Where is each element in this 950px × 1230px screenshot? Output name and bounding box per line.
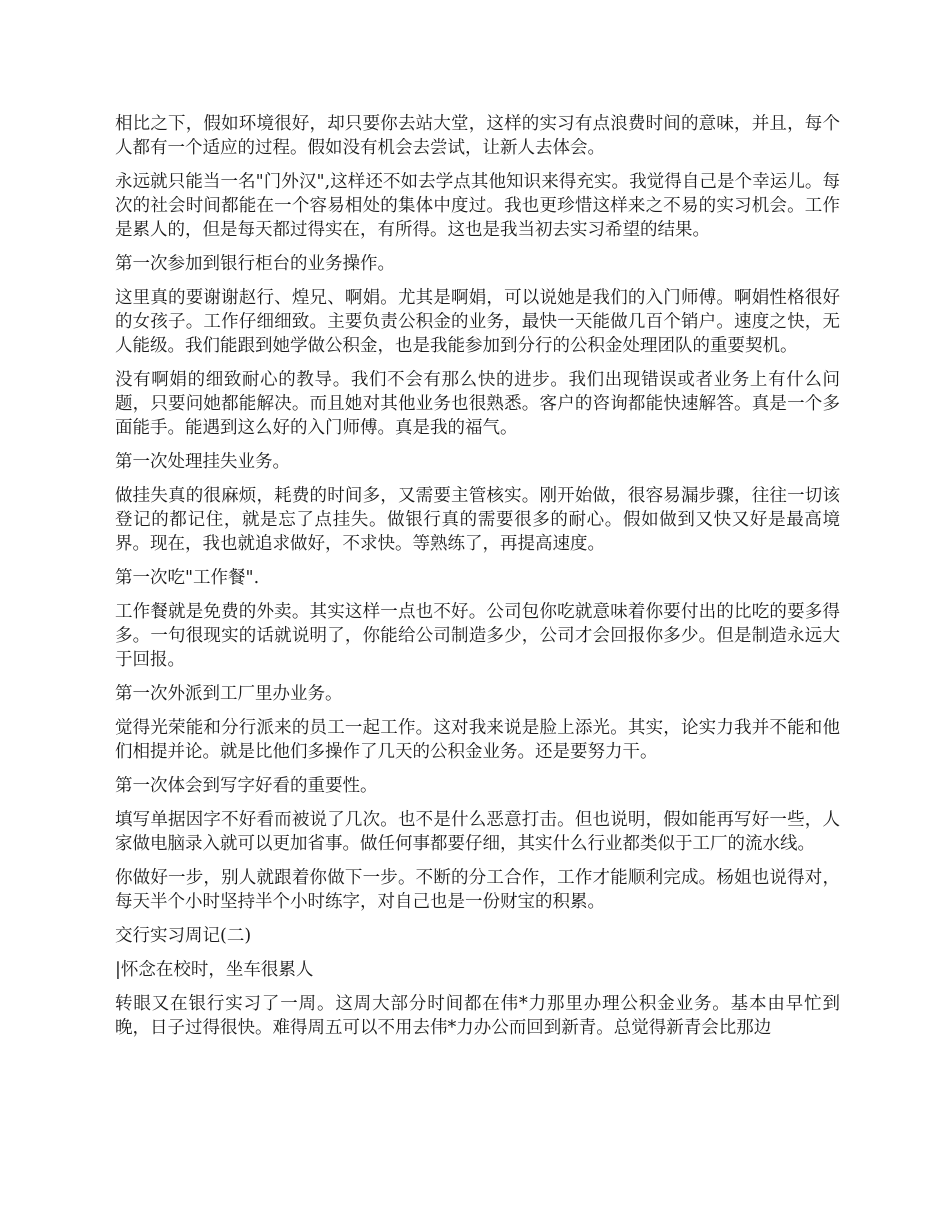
paragraph-2: 永远就只能当一名"门外汉",这样还不如去学点其他知识来得充实。我觉得自己是个幸运儿。每次的社会时间都能在一个容易相处的集体中度过。我也更珍惜这样来之不易的实习机会。工作是累人的，但是每天都过得实在，有所得。这也是我当初去实习希望的结果。	[115, 172, 840, 240]
paragraph-13: 填写单据因字不好看而被说了几次。也不是什么恶意打击。但也说明，假如能再写好一些，人家做电脑录入就可以更加省事。做任何事都要仔细，其实什么行业都类似于工厂的流水线。	[115, 810, 840, 854]
paragraph-8: 第一次吃"工作餐".	[115, 568, 260, 588]
paragraph-11: 觉得光荣能和分行派来的员工一起工作。这对我来说是脸上添光。其实，论实力我并不能和他们相提并论。就是比他们多操作了几天的公积金业务。还是要努力干。	[115, 718, 840, 762]
paragraph-5: 没有啊娟的细致耐心的教导。我们不会有那么快的进步。我们出现错误或者业务上有什么问题，只要问她都能解决。而且她对其他业务也很熟悉。客户的咨询都能快速解答。真是一个多面能手。能遇到这么好的入门师傅。真是我的福气。	[115, 370, 840, 438]
document-body	[115, 112, 840, 1050]
section-heading: 交行实习周记(二)	[115, 926, 252, 946]
paragraph-10: 第一次外派到工厂里办业务。	[115, 684, 343, 704]
paragraph-6: 第一次处理挂失业务。	[115, 452, 290, 472]
paragraph-16: |怀念在校时，坐车很累人	[115, 960, 314, 980]
paragraph-4: 这里真的要谢谢赵行、煌兄、啊娟。尤其是啊娟，可以说她是我们的入门师傅。啊娟性格很好的女孩子。工作仔细细致。主要负责公积金的业务，最快一天能做几百个销户。速度之快，无人能级。我们能跟到她学做公积金，也是我能参加到分行的公积金处理团队的重要契机。	[115, 288, 840, 356]
paragraph-1: 相比之下，假如环境很好，却只要你去站大堂，这样的实习有点浪费时间的意味，并且，每个人都有一个适应的过程。假如没有机会去尝试，让新人去体会。	[115, 114, 840, 158]
paragraph-12: 第一次体会到写字好看的重要性。	[115, 776, 378, 796]
paragraph-3: 第一次参加到银行柜台的业务操作。	[115, 254, 395, 274]
paragraph-14: 你做好一步，别人就跟着你做下一步。不断的分工合作，工作才能顺利完成。杨姐也说得对，每天半个小时坚持半个小时练字，对自己也是一份财宝的积累。	[115, 868, 840, 912]
paragraph-7: 做挂失真的很麻烦，耗费的时间多，又需要主管核实。刚开始做，很容易漏步骤，往往一切该登记的都记住，就是忘了点挂失。做银行真的需要很多的耐心。假如做到又快又好是最高境界。现在，我也就追求做好，不求快。等熟练了，再提高速度。	[115, 486, 840, 554]
paragraph-9: 工作餐就是免费的外卖。其实这样一点也不好。公司包你吃就意味着你要付出的比吃的要多得多。一句很现实的话就说明了，你能给公司制造多少，公司才会回报你多少。但是制造永远大于回报。	[115, 602, 840, 670]
paragraph-17: 转眼又在银行实习了一周。这周大部分时间都在伟*力那里办理公积金业务。基本由早忙到晚，日子过得很快。难得周五可以不用去伟*力办公而回到新青。总觉得新青会比那边	[115, 994, 840, 1038]
